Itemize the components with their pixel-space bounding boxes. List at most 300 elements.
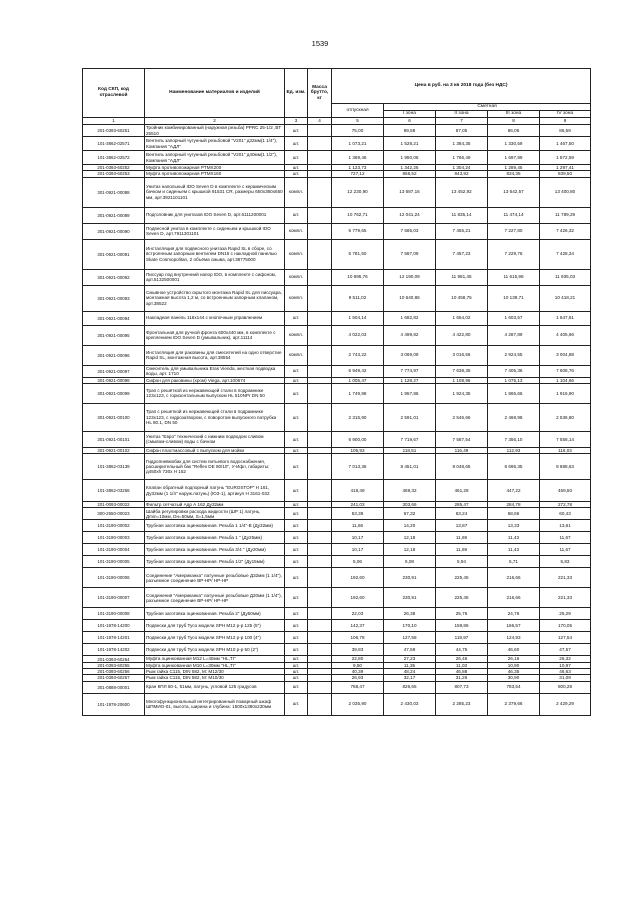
row-price-zone-3: 2 379,66 xyxy=(488,693,540,715)
row-price-zone-4: 1 104,66 xyxy=(540,377,591,383)
header-zone-3: III зона xyxy=(488,111,540,118)
row-price-zone-3: 1 697,89 xyxy=(488,151,540,165)
row-name: Трубная заготовка оцинкованная. Резьба 1/2" (Ду15мм) xyxy=(145,556,285,568)
row-price-zone-1: 12 190,09 xyxy=(384,269,436,285)
row-code: 301-0921-00094 xyxy=(83,311,145,325)
table-row xyxy=(83,544,591,556)
row-price-zone-4: 86,59 xyxy=(540,125,591,137)
row-mass xyxy=(308,431,332,447)
row-price-zone-1: 7 719,67 xyxy=(384,431,436,447)
row-price-zone-4: 25,29 xyxy=(540,608,591,620)
row-price-zone-4: 47,57 xyxy=(540,644,591,656)
row-code: 301-0888-00001 xyxy=(83,681,145,693)
row-name: Соединение "Американка" латунные резьбовые Д32мм (1 1/4"), разъемное соединение ВР-НР/ НР-НР xyxy=(145,568,285,588)
row-price-zone-1: 2 591,01 xyxy=(384,403,436,431)
row-mass xyxy=(308,311,332,325)
row-price-zone-2: 87,05 xyxy=(436,125,488,137)
row-mass xyxy=(308,508,332,520)
row-price-release: 53,39 xyxy=(332,508,384,520)
table-row xyxy=(83,269,591,285)
header-zone-4: IV зона xyxy=(540,111,591,118)
row-unit: шт. xyxy=(285,520,308,532)
row-unit: шт. xyxy=(285,681,308,693)
row-price-zone-2: 5,94 xyxy=(436,556,488,568)
row-price-zone-3: 216,66 xyxy=(488,568,540,588)
row-price-zone-3: 1 330,59 xyxy=(488,137,540,151)
col-number: 8 xyxy=(488,118,540,125)
row-unit: шт. xyxy=(285,365,308,377)
row-unit: компл. xyxy=(285,325,308,345)
table-body xyxy=(83,125,591,716)
row-price-zone-1: 826,65 xyxy=(384,681,436,693)
row-price-zone-2: 11 835,14 xyxy=(436,207,488,223)
row-mass xyxy=(308,608,332,620)
price-table xyxy=(82,68,591,716)
row-price-zone-3: 834,35 xyxy=(488,171,540,177)
row-code: 101-1978-14200 xyxy=(83,620,145,632)
row-price-zone-4: 1 467,50 xyxy=(540,137,591,151)
row-code: 300-2550-00023 xyxy=(83,508,145,520)
row-price-release: 142,37 xyxy=(332,620,384,632)
table-row xyxy=(83,125,591,137)
row-price-zone-3: 30,90 xyxy=(488,675,540,681)
row-price-release: 10 895,76 xyxy=(332,269,384,285)
row-unit: компл. xyxy=(285,239,308,269)
table-row xyxy=(83,431,591,447)
row-price-zone-4: 46,63 xyxy=(540,668,591,674)
row-price-zone-2: 225,45 xyxy=(436,568,488,588)
row-price-zone-3: 46,35 xyxy=(488,668,540,674)
row-price-zone-4: 13,61 xyxy=(540,520,591,532)
table-row xyxy=(83,520,591,532)
row-unit: шт. xyxy=(285,480,308,502)
row-code: 201-0093-00022 xyxy=(83,502,145,508)
row-unit: шт. xyxy=(285,668,308,674)
row-price-zone-4: 116,03 xyxy=(540,447,591,453)
row-name: Смывное устройство скрытого монтажа Rapid SL для писсуара, монтажная высота 1,2 м, со встроенным запорным клапаном, арт.38522 xyxy=(145,285,285,311)
table-row xyxy=(83,480,591,502)
row-price-zone-4: 1 916,90 xyxy=(540,383,591,403)
row-price-release: 418,49 xyxy=(332,480,384,502)
row-code: 101-3190-00006 xyxy=(83,568,145,588)
row-price-zone-3: 166,57 xyxy=(488,620,540,632)
row-price-zone-1: 89,58 xyxy=(384,125,436,137)
row-price-zone-3: 124,93 xyxy=(488,632,540,644)
row-name: Инсталляция для подвесного унитаза Rapid SL в сборе, со встроенным запорным вентилем DN15 с накладной панелью Skate Cosmopolitan, 2 объёма смыва, арт.38775000 xyxy=(145,239,285,269)
row-code: 301-0921-00100 xyxy=(83,403,145,431)
row-price-zone-4: 459,50 xyxy=(540,480,591,502)
row-name: Накладная панель 116x144 с кнопочным управлением xyxy=(145,311,285,325)
row-price-zone-1: 469,32 xyxy=(384,480,436,502)
row-price-zone-4: 10 418,21 xyxy=(540,285,591,311)
row-price-release: 10,17 xyxy=(332,544,384,556)
page-number: 1539 xyxy=(311,39,329,48)
row-mass xyxy=(308,365,332,377)
row-mass xyxy=(308,285,332,311)
col-number: 5 xyxy=(332,118,384,125)
row-price-zone-3: 46,60 xyxy=(488,644,540,656)
row-mass xyxy=(308,345,332,365)
row-price-zone-2: 7 587,54 xyxy=(436,431,488,447)
row-name: Трубная заготовка оцинкованная. Резьба 1 " (Ду25мм) xyxy=(145,532,285,544)
row-price-zone-4: 2 536,80 xyxy=(540,403,591,431)
row-price-zone-2: 843,92 xyxy=(436,171,488,177)
row-price-release: 6 949,42 xyxy=(332,365,384,377)
row-price-zone-3: 10 139,71 xyxy=(488,285,540,311)
row-price-zone-1: 230,91 xyxy=(384,588,436,608)
header-zone-1: I зона xyxy=(384,111,436,118)
row-price-release: 22,03 xyxy=(332,608,384,620)
row-price-release: 1 749,98 xyxy=(332,383,384,403)
row-price-release: 5,06 xyxy=(332,556,384,568)
row-mass xyxy=(308,325,332,345)
row-price-zone-3: 10,90 xyxy=(488,662,540,668)
row-price-zone-1: 47,59 xyxy=(384,644,436,656)
row-price-zone-3: 2 468,98 xyxy=(488,403,540,431)
table-row xyxy=(83,608,591,620)
row-price-release: 768,47 xyxy=(332,681,384,693)
row-price-zone-3: 1 865,66 xyxy=(488,383,540,403)
row-price-zone-4: 11 789,29 xyxy=(540,207,591,223)
row-price-zone-2: 285,47 xyxy=(436,502,488,508)
col-number: 6 xyxy=(384,118,436,125)
header-zone-2: II зона xyxy=(436,111,488,118)
row-code: 101-3862-02572 xyxy=(83,151,145,165)
table-row xyxy=(83,365,591,377)
row-price-zone-1: 868,52 xyxy=(384,171,436,177)
row-price-zone-4: 2 429,29 xyxy=(540,693,591,715)
row-unit: шт. xyxy=(285,447,308,453)
row-price-zone-1: 6,08 xyxy=(384,556,436,568)
row-price-zone-3: 11,43 xyxy=(488,532,540,544)
row-price-zone-3: 24,76 xyxy=(488,608,540,620)
row-price-zone-4: 221,33 xyxy=(540,588,591,608)
row-code: 201-0393-60256 xyxy=(83,668,145,674)
row-price-zone-3: 4 287,89 xyxy=(488,325,540,345)
row-price-zone-3: 7 227,80 xyxy=(488,223,540,239)
row-code: 101-3190-00005 xyxy=(83,556,145,568)
row-unit: шт. xyxy=(285,656,308,662)
row-mass xyxy=(308,693,332,715)
row-price-zone-2: 7 457,23 xyxy=(436,239,488,269)
col-number: 9 xyxy=(540,118,591,125)
row-price-zone-2: 7 638,35 xyxy=(436,365,488,377)
row-price-zone-1: 12,18 xyxy=(384,544,436,556)
table-row xyxy=(83,632,591,644)
row-price-zone-4: 10,97 xyxy=(540,662,591,668)
row-price-release: 105,93 xyxy=(332,447,384,453)
row-name: Сифон пластмассовый с выпуском для мойки xyxy=(145,447,285,453)
row-price-zone-2: 46,88 xyxy=(436,668,488,674)
table-row xyxy=(83,681,591,693)
row-price-zone-3: 11,43 xyxy=(488,544,540,556)
row-price-zone-1: 1 950,06 xyxy=(384,151,436,165)
row-price-release: 1 005,47 xyxy=(332,377,384,383)
row-name: Подголовник для унитазов IDO Seven D, арт.6111200001 xyxy=(145,207,285,223)
row-code: 201-0393-60253 xyxy=(83,171,145,177)
row-price-zone-1: 170,10 xyxy=(384,620,436,632)
row-price-release: 9,50 xyxy=(332,662,384,668)
row-mass xyxy=(308,454,332,480)
header-estimate: Сметная xyxy=(384,104,591,111)
row-code: 301-0921-00097 xyxy=(83,365,145,377)
row-price-zone-4: 11,67 xyxy=(540,532,591,544)
row-mass xyxy=(308,239,332,269)
row-code: 101-3862-03139 xyxy=(83,454,145,480)
row-code: 301-0921-00096 xyxy=(83,345,145,365)
row-price-zone-4: 1 872,59 xyxy=(540,151,591,165)
row-code: 201-0393-60251 xyxy=(83,125,145,137)
row-code: 101-1978-14202 xyxy=(83,644,145,656)
row-price-zone-4: 7 608,76 xyxy=(540,365,591,377)
row-unit: шт. xyxy=(285,644,308,656)
row-name: Трубная заготовка оцинкованная. Резьба 2" (Ду50мм) xyxy=(145,608,285,620)
row-mass xyxy=(308,480,332,502)
row-code: 301-0921-00089 xyxy=(83,207,145,223)
row-code: 101-1978-20600 xyxy=(83,693,145,715)
row-name: Сифон для раковины (хром) Viega, арт.100674 xyxy=(145,377,285,383)
row-price-zone-1: 1 128,27 xyxy=(384,377,436,383)
table-row xyxy=(83,383,591,403)
row-price-zone-2: 13,87 xyxy=(436,520,488,532)
row-mass xyxy=(308,568,332,588)
row-name: Унитаз "Евро" технический с нижним подводом сливом (смывом-сливом) воды с бачком xyxy=(145,431,285,447)
row-price-zone-3: 7 356,10 xyxy=(488,431,540,447)
col-number: 2 xyxy=(145,118,285,125)
row-price-zone-2: 225,45 xyxy=(436,588,488,608)
row-unit: шт. xyxy=(285,151,308,165)
row-price-zone-1: 12,18 xyxy=(384,532,436,544)
row-mass xyxy=(308,532,332,544)
row-price-release: 9 511,02 xyxy=(332,285,384,311)
row-price-release: 26,93 xyxy=(332,675,384,681)
row-price-release: 4 022,03 xyxy=(332,325,384,345)
row-mass xyxy=(308,403,332,431)
table-row xyxy=(83,620,591,632)
row-price-zone-2: 11,03 xyxy=(436,662,488,668)
row-unit: шт. xyxy=(285,532,308,544)
row-mass xyxy=(308,556,332,568)
row-price-zone-3: 2 924,55 xyxy=(488,345,540,365)
table-row xyxy=(83,556,591,568)
row-name: Подвески для труб Tyco модели SPH M12 р-р 100 (4") xyxy=(145,632,285,644)
row-name: Унитаз напольный IDO Seven D в комплекте с керамическим бачком и сиденьем с крышкой 91531 CR, размеры 650x360x650 мм, арт.3921101101 xyxy=(145,177,285,207)
row-price-zone-3: 11 615,98 xyxy=(488,269,540,285)
row-price-zone-4: 1 297,41 xyxy=(540,165,591,171)
row-price-release: 2 743,22 xyxy=(332,345,384,365)
row-price-release: 40,39 xyxy=(332,668,384,674)
row-unit: шт. xyxy=(285,568,308,588)
row-price-zone-2: 7 455,21 xyxy=(436,223,488,239)
row-unit: шт. xyxy=(285,125,308,137)
row-code: 201-0393-60254 xyxy=(83,656,145,662)
row-price-zone-1: 118,51 xyxy=(384,447,436,453)
row-unit: шт. xyxy=(285,431,308,447)
row-price-zone-2: 11,69 xyxy=(436,532,488,544)
row-price-zone-4: 1 647,61 xyxy=(540,311,591,325)
row-name: Подвески для труб Tyco модели SPH M10 р-р 50 (2") xyxy=(145,644,285,656)
row-price-zone-1: 7 587,09 xyxy=(384,239,436,269)
col-number: 4 xyxy=(308,118,332,125)
row-name: Кран КПЛ 50-1, 51мм, латунь, угловой 125 градусов xyxy=(145,681,285,693)
row-name: Трап с решеткой из нержавеющей стали в подрамнике 123x123, с гидрозатвором, с поворотом выпускного патрубка HL 80.1, DN 50 xyxy=(145,403,285,431)
row-price-zone-2: 1 304,24 xyxy=(436,165,488,171)
row-price-release: 192,60 xyxy=(332,588,384,608)
table-row xyxy=(83,693,591,715)
table-row xyxy=(83,137,591,151)
row-name: Инсталляция для раковины для смесителей на одно отверстие Rapid SL, монтажная высота, арт.38554 xyxy=(145,345,285,365)
row-price-zone-1: 1 342,25 xyxy=(384,165,436,171)
row-mass xyxy=(308,544,332,556)
row-code: 101-1978-14201 xyxy=(83,632,145,644)
row-price-zone-1: 230,91 xyxy=(384,568,436,588)
row-mass xyxy=(308,383,332,403)
table-row xyxy=(83,644,591,656)
row-code: 301-0921-00102 xyxy=(83,447,145,453)
row-price-zone-2: 119,97 xyxy=(436,632,488,644)
row-price-zone-2: 807,73 xyxy=(436,681,488,693)
row-unit: компл. xyxy=(285,223,308,239)
row-unit: шт. xyxy=(285,403,308,431)
row-code: 301-0921-00090 xyxy=(83,223,145,239)
row-price-release: 6 900,00 xyxy=(332,431,384,447)
row-price-release: 11,66 xyxy=(332,520,384,532)
row-price-zone-3: 1 075,13 xyxy=(488,377,540,383)
row-unit: шт. xyxy=(285,137,308,151)
row-price-release: 6 779,65 xyxy=(332,223,384,239)
row-price-zone-2: 159,86 xyxy=(436,620,488,632)
row-price-zone-4: 7 558,14 xyxy=(540,431,591,447)
row-price-zone-4: 11,67 xyxy=(540,544,591,556)
row-code: 101-3190-00004 xyxy=(83,544,145,556)
row-price-release: 12 230,90 xyxy=(332,177,384,207)
row-name: Писсуар под внутренний напор IDO, в комплекте с сифоном, арт.5132500001 xyxy=(145,269,285,285)
row-price-release: 10 762,71 xyxy=(332,207,384,223)
row-code: 301-0921-00095 xyxy=(83,325,145,345)
row-unit: шт. xyxy=(285,311,308,325)
table-row xyxy=(83,311,591,325)
row-price-zone-2: 31,26 xyxy=(436,675,488,681)
row-price-release: 10,17 xyxy=(332,532,384,544)
row-price-zone-1: 7 585,03 xyxy=(384,223,436,239)
row-price-zone-1: 67,32 xyxy=(384,508,436,520)
row-mass xyxy=(308,588,332,608)
row-unit: компл. xyxy=(285,177,308,207)
row-price-zone-2: 1 654,02 xyxy=(436,311,488,325)
row-price-zone-4: 13 400,80 xyxy=(540,177,591,207)
row-mass xyxy=(308,632,332,644)
row-price-zone-1: 127,58 xyxy=(384,632,436,644)
row-code: 101-3862-02571 xyxy=(83,137,145,151)
row-price-zone-1: 4 499,82 xyxy=(384,325,436,345)
row-price-release: 106,78 xyxy=(332,632,384,644)
row-price-release: 6 781,50 xyxy=(332,239,384,269)
table-row xyxy=(83,223,591,239)
row-code: 201-0393-60252 xyxy=(83,165,145,171)
row-unit: шт. xyxy=(285,556,308,568)
table-row xyxy=(83,532,591,544)
row-code: 101-3190-00002 xyxy=(83,520,145,532)
row-price-zone-2: 10 458,75 xyxy=(436,285,488,311)
table-row xyxy=(83,508,591,520)
row-code: 301-0921-00092 xyxy=(83,269,145,285)
row-code: 301-0921-00091 xyxy=(83,239,145,269)
row-mass xyxy=(308,177,332,207)
row-price-release: 22,80 xyxy=(332,656,384,662)
row-unit: шт. xyxy=(285,675,308,681)
row-price-zone-1: 14,20 xyxy=(384,520,436,532)
row-price-zone-3: 13,33 xyxy=(488,520,540,532)
row-mass xyxy=(308,620,332,632)
row-price-zone-3: 8 695,35 xyxy=(488,454,540,480)
row-price-zone-3: 447,22 xyxy=(488,480,540,502)
row-name: Муфта оцинкованная M12 L=40мм "HL,TI" xyxy=(145,656,285,662)
row-price-zone-4: 7 426,32 xyxy=(540,223,591,239)
table-row xyxy=(83,239,591,269)
row-unit: шт. xyxy=(285,620,308,632)
row-name: Клапан обратный подпорный латунь "EUROSTOP" H 161, Ду32мм (1 1/4" наруж.латунь) (ЮЗ-1), артикул H 3161-032 xyxy=(145,480,285,502)
row-name: Подвесной унитаз в комплекте с сиденьем и крышкой IDO Seven D, арт.7911301101 xyxy=(145,223,285,239)
row-price-zone-3: 86,06 xyxy=(488,125,540,137)
row-price-zone-1: 11,35 xyxy=(384,662,436,668)
row-price-release: 7 013,36 xyxy=(332,454,384,480)
row-unit: шт. xyxy=(285,608,308,620)
row-name: Муфта противопожарная PTMX200 xyxy=(145,165,285,171)
row-unit: шт. xyxy=(285,588,308,608)
row-price-zone-1: 3 069,09 xyxy=(384,345,436,365)
row-code: 101-3190-00007 xyxy=(83,588,145,608)
row-price-zone-3: 216,66 xyxy=(488,588,540,608)
table-row xyxy=(83,568,591,588)
row-mass xyxy=(308,644,332,656)
row-price-zone-1: 1 682,82 xyxy=(384,311,436,325)
row-price-zone-4: 4 405,66 xyxy=(540,325,591,345)
table-row xyxy=(83,588,591,608)
row-mass xyxy=(308,137,332,151)
row-price-zone-2: 25,76 xyxy=(436,608,488,620)
row-price-zone-4: 60,43 xyxy=(540,508,591,520)
row-name: Соединения "Американка" латунные резьбовые Д20мм (1 1/4"), разъемное соединение ВР-НР/ НР-НР xyxy=(145,588,285,608)
row-price-zone-2: 4 422,80 xyxy=(436,325,488,345)
row-name: Трап с решёткой из нержавеющей стали в подрамнике 123x123, с горизонтальным выпуском HL 510NPr DN 50 xyxy=(145,383,285,403)
row-price-zone-2: 2 546,66 xyxy=(436,403,488,431)
table-row xyxy=(83,345,591,365)
row-price-zone-4: 5,83 xyxy=(540,556,591,568)
row-price-zone-2: 11,69 xyxy=(436,544,488,556)
row-price-zone-4: 800,28 xyxy=(540,681,591,693)
header-release: отпускная xyxy=(332,104,384,118)
row-price-zone-1: 13 687,16 xyxy=(384,177,436,207)
header-code: Код СКП, код отраслевой xyxy=(83,69,145,118)
table-row xyxy=(83,151,591,165)
row-name: Гидропневмобак для систем питьевого водоснабжения, расширительный бак "Reflex DE 80/10", У-Ифл, габариты: д450xh 730x H 152 xyxy=(145,454,285,480)
row-price-zone-4: 272,78 xyxy=(540,502,591,508)
row-unit: компл. xyxy=(285,285,308,311)
row-price-zone-1: 7 774,97 xyxy=(384,365,436,377)
table-row xyxy=(83,403,591,431)
row-price-release: 192,60 xyxy=(332,568,384,588)
row-price-zone-3: 783,54 xyxy=(488,681,540,693)
row-name: Фильтр сетчатый Адр А 162 Ду32мм xyxy=(145,502,285,508)
row-price-zone-4: 127,54 xyxy=(540,632,591,644)
row-name: Муфта оцинкованная M10 L=30мм "HL,TI" xyxy=(145,662,285,668)
row-mass xyxy=(308,223,332,239)
row-price-zone-3: 7 405,36 xyxy=(488,365,540,377)
col-number: 1 xyxy=(83,118,145,125)
row-unit: шт. xyxy=(285,377,308,383)
table-row xyxy=(83,454,591,480)
header-unit: Ед. изм. xyxy=(285,69,308,118)
